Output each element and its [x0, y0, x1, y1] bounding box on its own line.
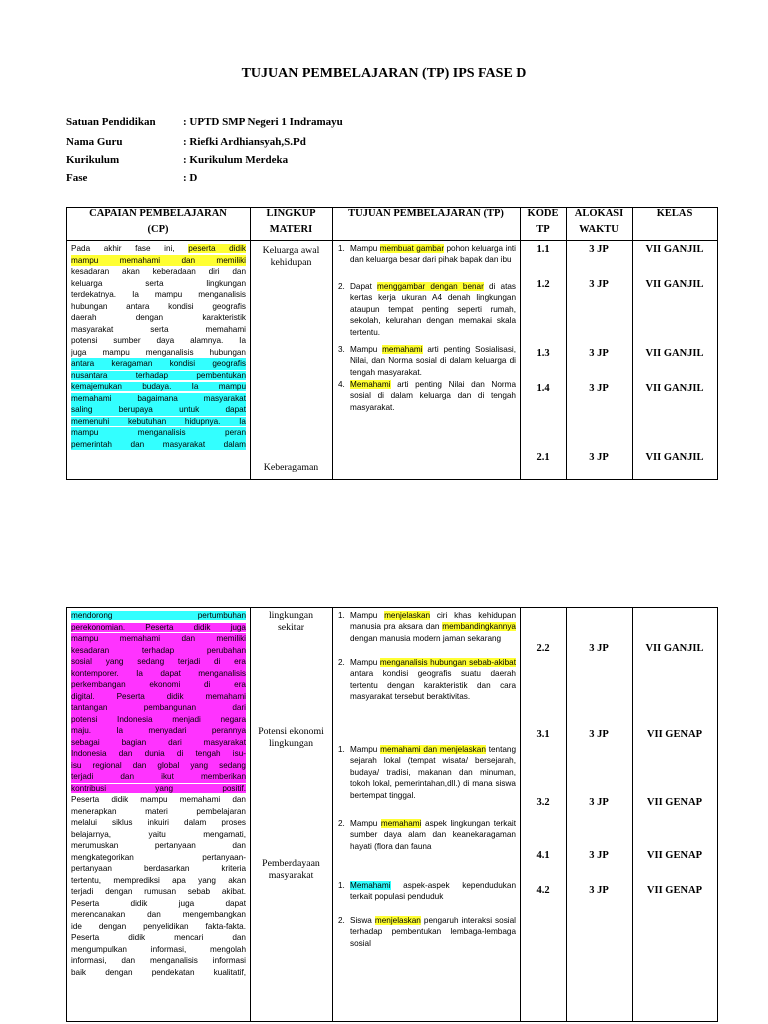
tp-num: 1.: [338, 611, 345, 620]
kelas: VII GENAP: [646, 885, 703, 896]
cp-line: mengumpulkan informasi, mengolah: [71, 944, 246, 954]
tp-seg: tentang sejarah lokal (tempat wisata/ bersejarah, budaya/ tradisi, makanan dan minuman, tokoh lokal, pemerintahan,dll.) di mana siswa bertempat tinggal.: [350, 745, 517, 800]
cp-line: baik dengan pendekatan kualitatif,: [71, 967, 246, 977]
cp-line: melalui siklus inkuiri dalam proses: [71, 818, 246, 827]
lingkup-potensi-ekonomi: [253, 726, 329, 750]
cp-seg-highlight: nusantara terhadap: [71, 370, 197, 380]
tp-seg: arti penting Sosialisasi, Nilai, dan Norma sosial di dalam keluarga di tengah masyarakat.: [350, 345, 517, 377]
kode-tp: 2.1: [536, 452, 550, 463]
meta-value: : Kurikulum Merdeka: [183, 154, 289, 166]
kelas: VII GANJIL: [645, 643, 704, 654]
tp-text: [350, 915, 516, 949]
cp-line: sebagai bagian dari masyarakat: [71, 737, 246, 747]
meta-value: : UPTD SMP Negeri 1 Indramayu: [183, 116, 343, 128]
kelas: VII GENAP: [646, 797, 703, 808]
cp-seg: Pada akhir fase ini,: [71, 244, 189, 253]
cp-line: terjadi dan ikut memberikan: [71, 772, 246, 781]
cp-seg-highlight: peserta didik: [188, 244, 246, 253]
kelas: VII GANJIL: [645, 348, 704, 359]
cp-line: keluarga serta lingkungan: [71, 278, 246, 288]
header-kode-line: KODE: [527, 208, 559, 219]
cp-seg-highlight: kemajemukan budaya. Ia mampu: [71, 382, 246, 391]
tp-highlight: menggambar dengan benar: [377, 282, 484, 291]
kode-tp: 4.2: [536, 885, 550, 896]
kelas: VII GENAP: [646, 729, 703, 740]
cp-line: antara keragaman kondisi geografis: [71, 359, 246, 368]
alokasi-waktu: 3 JP: [589, 885, 609, 896]
cp-line: kontribusi yang positif.: [71, 783, 246, 793]
cp-line: mampu memahami dan memiliki: [71, 255, 246, 265]
alokasi-waktu: 3 JP: [589, 643, 609, 654]
tp-seg: aspek lingkungan terkait sumber daya alam dan keanekaragaman hayati (flora dan fauna: [350, 819, 517, 851]
cp-seg-highlight: hidupnya. Ia: [184, 416, 246, 426]
cp-line: kontemporer. Ia dapat menganalisis: [71, 668, 246, 678]
meta-label: Satuan Pendidikan: [66, 116, 156, 128]
tp-highlight: memahami dan menjelaskan: [380, 745, 486, 754]
tp-text: [350, 281, 516, 338]
cp-line: daerah dengan karakteristik: [71, 313, 246, 322]
alokasi-waktu: 3 JP: [589, 348, 609, 359]
header-kode: [520, 204, 566, 240]
lingkup-line: sekitar: [277, 622, 305, 633]
cp-line: ide dengan penyelidikan fakta-fakta.: [71, 921, 246, 931]
tp-num: 2.: [338, 282, 345, 291]
tp-seg: arti penting Nilai dan Norma sosial di dalam keluarga dan di tengah masyarakat.: [350, 380, 516, 412]
tp-seg: pohon keluarga inti dan keluarga besar dari pihak bapak dan ibu: [350, 244, 516, 265]
cp-line: merumuskan pertanyaan dan: [71, 841, 246, 850]
header-cp-line: CAPAIAN PEMBELAJARAN: [89, 208, 227, 219]
header-lingkup-line: MATERI: [269, 224, 313, 235]
tp-seg: di atas kertas kerja ukuran A4 denah lingkungan ataupun tempat penting seperti rumah, sekolah, kelurahan dengan memakai skala tertentu.: [350, 282, 517, 337]
alokasi-waktu: 3 JP: [589, 729, 609, 740]
alokasi-waktu: 3 JP: [589, 383, 609, 394]
cp-line: merencanakan dan mengembangkan: [71, 910, 246, 919]
tp-text: [350, 243, 516, 266]
tp-highlight: Memahami: [350, 380, 391, 389]
tp-text: [350, 657, 516, 703]
tp-num: 4.: [338, 380, 345, 389]
cp-line: tertentu, memprediksi apa yang akan: [71, 875, 246, 885]
page-title: TUJUAN PEMBELAJARAN (TP) IPS FASE D: [241, 66, 527, 81]
lingkup-line: lingkungan: [268, 610, 314, 621]
tp-num: 1.: [338, 745, 345, 754]
tp-num: 3.: [338, 345, 345, 354]
cp-line: [71, 370, 246, 382]
cp-line: mampu memahami dan memiliki: [71, 634, 246, 643]
kode-tp: 1.4: [536, 383, 550, 394]
cp-line: Peserta didik mampu memahami dan: [71, 795, 246, 804]
tp-text: [350, 880, 516, 903]
tp-seg: antara kondisi geografis suatu daerah tertentu dengan karakteristik dan cara masyarakat tersebut beraktivitas.: [350, 669, 516, 702]
cp-line: [71, 243, 246, 255]
kelas: VII GANJIL: [645, 383, 704, 394]
kelas: VII GENAP: [646, 850, 703, 861]
header-tp: TUJUAN PEMBELAJARAN (TP): [348, 208, 504, 219]
tp-seg: pengaruh interaksi sosial terhadap pembentukan lembaga-lembaga sosial: [350, 916, 516, 948]
kode-tp: 3.1: [536, 729, 550, 740]
cp-line: pertanyaan berdasarkan kriteria: [71, 864, 246, 873]
tp-highlight: menjelaskan: [374, 916, 421, 925]
lingkup-line: Pemberdayaan: [262, 858, 320, 869]
cp-line: menerapkan materi pembelajaran: [71, 806, 246, 816]
tp-text: [350, 379, 516, 413]
cp-line: isu regional dan global yang sedang: [71, 760, 246, 770]
tp-text: [350, 818, 516, 852]
cp-line: tantangan pembangunan dari: [71, 703, 246, 712]
header-kelas: KELAS: [656, 208, 693, 219]
tp-num: 1.: [338, 881, 345, 890]
cp-seg-highlight: pembentukan: [196, 370, 246, 380]
cp-line: Peserta didik mencari dan: [71, 933, 246, 942]
lingkup-line: Potensi ekonomi: [258, 726, 324, 737]
cp-text-1: [71, 243, 246, 450]
cp-line: hubungan antara kondisi geografis: [71, 301, 246, 311]
tp-seg: Mampu: [350, 819, 381, 828]
tp-num: 2.: [338, 916, 345, 925]
cp-line: Indonesia dan dunia di tengah isu-: [71, 749, 246, 758]
cp-line: pemerintah dan masyarakat dalam: [71, 439, 246, 449]
header-lingkup: [250, 204, 332, 240]
cp-line: terjadi dengan rumusan sebab akibat.: [71, 887, 246, 896]
tp-seg: ciri khas kehidupan manusia pra aksara dan: [350, 611, 517, 632]
lingkup-line: kehidupan: [270, 257, 312, 268]
kode-tp: 1.1: [536, 244, 550, 255]
cp-line: digital. Peserta didik memahami: [71, 691, 246, 701]
tp-seg: Mampu: [350, 244, 380, 253]
kode-tp: 4.1: [536, 850, 550, 861]
cp-line: masyarakat serta memahami: [71, 324, 246, 334]
tp-seg: Dapat: [350, 282, 378, 291]
cp-line: [71, 416, 246, 428]
cp-line: mampu menganalisis peran: [71, 428, 246, 437]
tp-text: [350, 610, 516, 644]
alokasi-waktu: 3 JP: [589, 797, 609, 808]
cp-seg-highlight: memenuhi kebutuhan: [71, 416, 185, 426]
tp-seg: Mampu: [350, 745, 381, 754]
cp-line: mendorong pertumbuhan: [71, 611, 246, 620]
tp-seg: Mampu: [350, 658, 380, 667]
kode-tp: 1.3: [536, 348, 550, 359]
tp-highlight: memahami: [380, 819, 422, 828]
cp-line: kesadaran terhadap perubahan: [71, 645, 246, 655]
header-cp: [66, 204, 250, 240]
cp-line: potensi sumber daya alamnya. Ia: [71, 336, 246, 345]
lingkup-keluarga: [253, 245, 329, 269]
alokasi-waktu: 3 JP: [589, 244, 609, 255]
meta-label: Fase: [66, 172, 88, 184]
cp-line: memahami bagaimana masyarakat: [71, 393, 246, 403]
header-lingkup-line: LINGKUP: [266, 208, 316, 219]
lingkup-keberagaman: Keberagaman: [263, 462, 319, 473]
cp-line: belajarnya, yaitu mengamati,: [71, 829, 246, 839]
tp-seg: Siswa: [350, 916, 375, 925]
cp-line: maju. Ia menyadari perannya: [71, 726, 246, 735]
cp-line: mengkategorikan pertanyaan-: [71, 852, 246, 862]
lingkup-line: lingkungan: [268, 738, 314, 749]
kode-tp: 1.2: [536, 279, 550, 290]
tp-num: 1.: [338, 244, 345, 253]
cp-line: [71, 381, 246, 393]
header-alokasi-line: WAKTU: [579, 224, 619, 235]
cp-line: terdekatnya. Ia mampu menganalisis: [71, 290, 246, 299]
meta-value: : D: [183, 172, 198, 184]
header-alokasi: [566, 204, 632, 240]
cp-line: juga mampu menganalisis hubungan: [71, 347, 246, 357]
kelas: VII GANJIL: [645, 452, 704, 463]
lingkup-pemberdayaan: [253, 858, 329, 882]
header-alokasi-line: ALOKASI: [574, 208, 624, 219]
tp-highlight: membuat gambar: [379, 244, 445, 253]
cp-line: perkembangan ekonomi di era: [71, 680, 246, 689]
meta-label: Nama Guru: [66, 136, 123, 148]
cp-line: saling berupaya untuk dapat: [71, 405, 246, 414]
lingkup-line: Keluarga awal: [262, 245, 320, 256]
tp-num: 2.: [338, 819, 345, 828]
cp-line: sosial yang sedang terjadi di era: [71, 657, 246, 666]
meta-value: : Riefki Ardhiansyah,S.Pd: [183, 136, 306, 148]
cp-line: informasi, dan menganalisis informasi: [71, 956, 246, 965]
cp-line: perekonomian. Peserta didik juga: [71, 622, 246, 632]
lingkup-line: masyarakat: [268, 870, 314, 881]
tp-seg: dengan manusia modern jaman sekarang: [350, 633, 502, 643]
alokasi-waktu: 3 JP: [589, 452, 609, 463]
cp-line: Peserta didik juga dapat: [71, 898, 246, 908]
kode-tp: 3.2: [536, 797, 550, 808]
tp-highlight: memahami: [382, 345, 423, 354]
tp-text: [350, 344, 516, 378]
header-kode-line: TP: [536, 224, 550, 235]
tp-highlight: menjelaskan: [384, 611, 431, 620]
tp-text: [350, 744, 516, 801]
alokasi-waktu: 3 JP: [589, 850, 609, 861]
kelas: VII GANJIL: [645, 244, 704, 255]
kode-tp: 2.2: [536, 643, 550, 654]
tp-highlight: Memahami: [350, 881, 391, 890]
tp-highlight: membandingkannya: [442, 622, 516, 632]
tp-seg: Mampu: [350, 611, 385, 620]
lingkup-lingkungan-sekitar: [253, 610, 329, 634]
tp-num: 2.: [338, 658, 345, 667]
tp-seg: aspek-aspek kependudukan terkait populasi penduduk: [350, 881, 516, 902]
kelas: VII GANJIL: [645, 279, 704, 290]
cp-line: potensi Indonesia menjadi negara: [71, 714, 246, 724]
cp-text-2: [71, 610, 246, 978]
cp-line: kesadaran akan keberadaan diri dan: [71, 267, 246, 276]
meta-label: Kurikulum: [66, 154, 120, 166]
header-cp-line: (CP): [147, 224, 169, 235]
tp-highlight: menganalisis hubungan sebab-akibat: [379, 658, 516, 667]
tp-seg: Mampu: [350, 345, 383, 354]
alokasi-waktu: 3 JP: [589, 279, 609, 290]
